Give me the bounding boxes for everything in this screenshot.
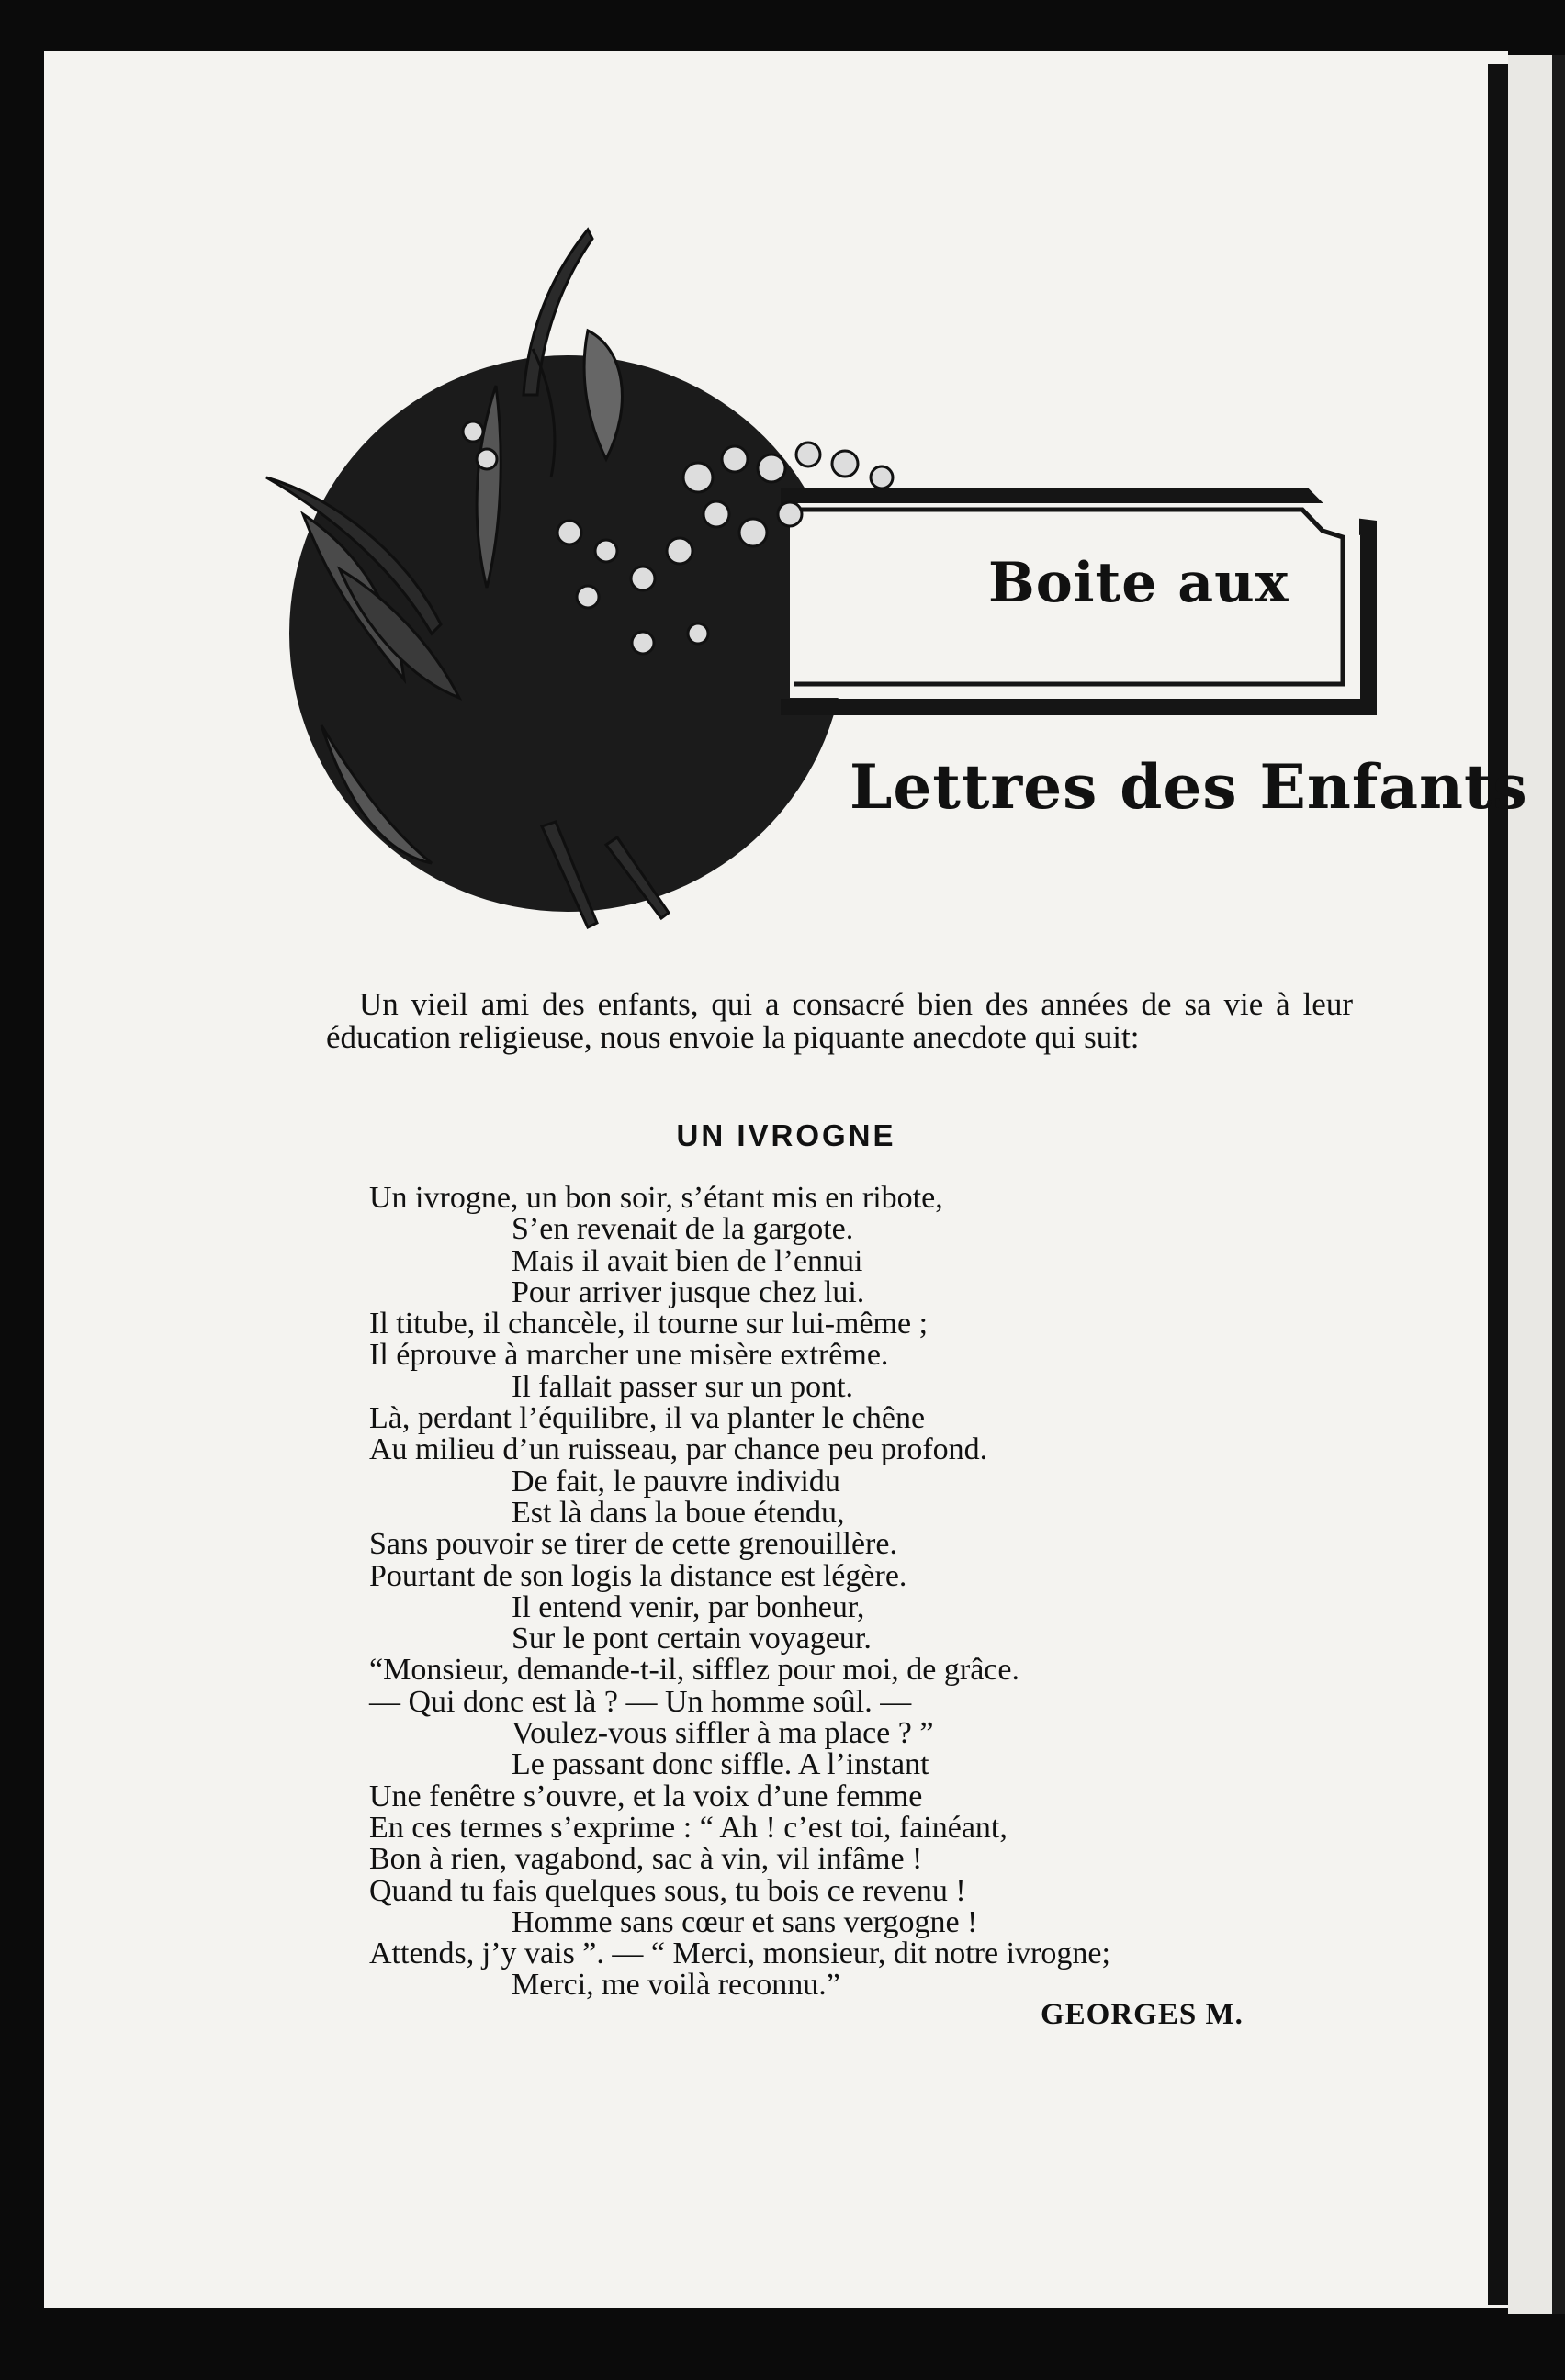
poem-line: Merci, me voilà reconnu.” bbox=[512, 1968, 840, 2003]
poem-line: Pour arriver jusque chez lui. bbox=[512, 1274, 865, 1309]
intro-text: Un vieil ami des enfants, qui a consacré bien des années de sa vie à leur éducation religieuse, nous envoie la piquante anecdote qui suit: bbox=[326, 986, 1353, 1055]
poem-body bbox=[369, 1183, 1315, 2002]
signature: GEORGES M. bbox=[1041, 1998, 1244, 2031]
poem-line: “Monsieur, demande-t-il, sifflez pour moi, de grâce. bbox=[369, 1653, 1019, 1688]
poem-line: — Qui donc est là ? — Un homme soûl. — bbox=[369, 1684, 912, 1719]
poem-line: Un ivrogne, un bon soir, s’étant mis en ribote, bbox=[369, 1181, 943, 1215]
poem-line: Là, perdant l’équilibre, il va planter le chêne bbox=[369, 1401, 926, 1436]
poem-line: Quand tu fais quelques sous, tu bois ce revenu ! bbox=[369, 1873, 966, 1908]
poem-line: Homme sans cœur et sans vergogne ! bbox=[512, 1904, 978, 1939]
header-title-line2: Lettres des Enfants bbox=[850, 751, 1528, 823]
header-illustration bbox=[0, 0, 1565, 992]
poem-line: Voulez-vous siffler à ma place ? ” bbox=[512, 1716, 934, 1751]
poem-line: S’en revenait de la gargote. bbox=[512, 1212, 854, 1247]
poem-line: Une fenêtre s’ouvre, et la voix d’une femme bbox=[369, 1779, 923, 1813]
poem-line: Il éprouve à marcher une misère extrême. bbox=[369, 1338, 889, 1373]
poem-line: Le passant donc siffle. A l’instant bbox=[512, 1747, 929, 1782]
intro-paragraph bbox=[326, 988, 1353, 1054]
poem-line: Il entend venir, par bonheur, bbox=[512, 1589, 865, 1624]
poem-line: Mais il avait bien de l’ennui bbox=[512, 1243, 863, 1278]
poem-line: Sur le pont certain voyageur. bbox=[512, 1622, 872, 1656]
poem-line: Au milieu d’un ruisseau, par chance peu profond. bbox=[369, 1432, 988, 1467]
poem-line: En ces termes s’exprime : “ Ah ! c’est toi, fainéant, bbox=[369, 1810, 1008, 1845]
poem-line: Est là dans la boue étendu, bbox=[512, 1495, 845, 1530]
poem-line: Pourtant de son logis la distance est légère. bbox=[369, 1558, 907, 1593]
poem-line: De fait, le pauvre individu bbox=[512, 1464, 840, 1499]
poem-line: Il titube, il chancèle, il tourne sur lui-même ; bbox=[369, 1307, 929, 1342]
poem-title: UN IVROGNE bbox=[676, 1118, 896, 1152]
poem-line: Bon à rien, vagabond, sac à vin, vil infâme ! bbox=[369, 1842, 923, 1877]
header-title-line1: Boite aux bbox=[988, 551, 1289, 615]
poem-line: Il fallait passer sur un pont. bbox=[512, 1369, 854, 1404]
poem-line: Attends, j’y vais ”. — “ Merci, monsieur, dit notre ivrogne; bbox=[369, 1937, 1110, 1971]
poem-line: Sans pouvoir se tirer de cette grenouillère. bbox=[369, 1527, 897, 1562]
